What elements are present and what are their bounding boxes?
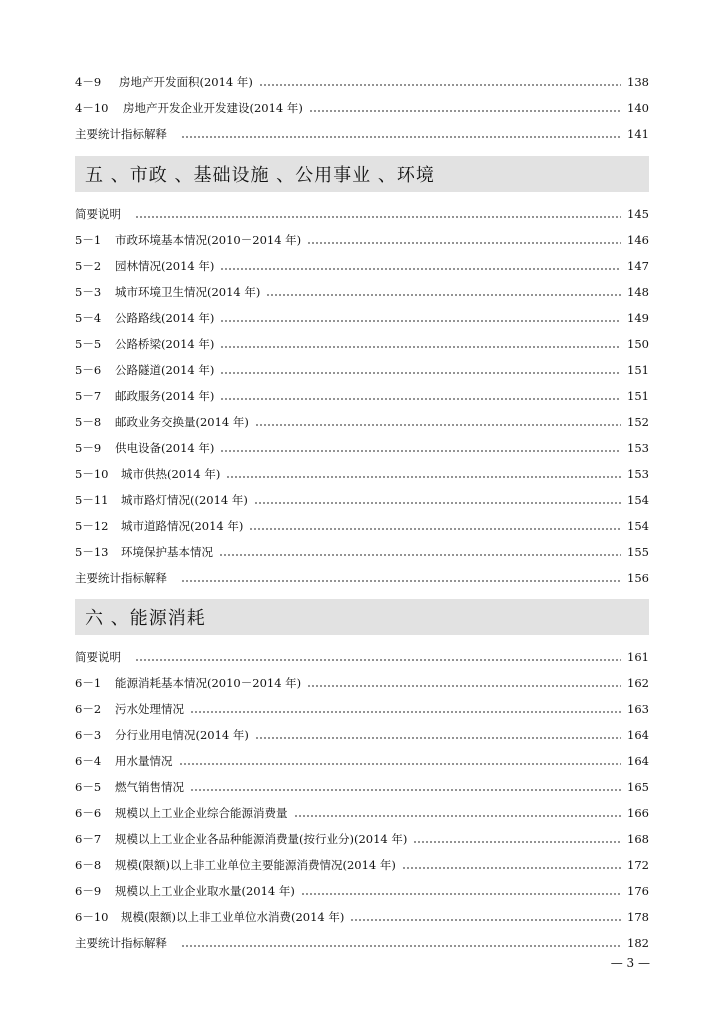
entry-title: 城市供热(2014 年) [121, 467, 221, 481]
toc-entry[interactable] [75, 360, 649, 380]
entry-title: 主要统计指标解释 [75, 936, 167, 950]
entry-title: 主要统计指标解释 [75, 127, 167, 141]
entry-title: 公路隧道(2014 年) [115, 363, 215, 377]
entry-number: 6－9 [75, 884, 102, 898]
dot-leader [220, 308, 621, 328]
toc-entry[interactable] [75, 777, 649, 797]
toc-entry[interactable] [75, 855, 649, 875]
entry-title: 城市路灯情况((2014 年) [121, 493, 248, 507]
dot-leader [181, 933, 621, 953]
entry-number: 6－6 [75, 806, 102, 820]
section-heading-6: 六 、能源消耗 [75, 599, 649, 635]
toc-entry[interactable] [75, 516, 649, 536]
entry-page: 151 [627, 389, 649, 403]
toc-entry[interactable] [75, 673, 649, 693]
entry-title: 房地产开发面积(2014 年) [119, 75, 253, 89]
entry-number: 4－10 [75, 101, 109, 115]
toc-entry[interactable] [75, 542, 649, 562]
entry-page: 153 [627, 467, 649, 481]
toc-entry[interactable] [75, 699, 649, 719]
entry-page: 138 [627, 75, 649, 89]
entry-page: 150 [627, 337, 649, 351]
toc-entry[interactable] [75, 256, 649, 276]
entry-number: 5－6 [75, 363, 102, 377]
dot-leader [249, 516, 621, 536]
entry-number: 5－13 [75, 545, 109, 559]
entry-title: 能源消耗基本情况(2010－2014 年) [115, 676, 302, 690]
entry-page: 164 [627, 728, 649, 742]
toc-entry[interactable] [75, 803, 649, 823]
entry-title: 房地产开发企业开发建设(2014 年) [123, 101, 303, 115]
entry-title: 规模以上工业企业综合能源消费量 [115, 806, 288, 820]
toc-entry[interactable] [75, 829, 649, 849]
toc-entry[interactable] [75, 907, 649, 927]
entry-page: 141 [627, 127, 649, 141]
entry-title: 城市道路情况(2014 年) [121, 519, 244, 533]
entry-page: 178 [627, 910, 649, 924]
entry-number: 6－7 [75, 832, 102, 846]
entry-page: 155 [627, 545, 649, 559]
entry-number: 6－5 [75, 780, 102, 794]
toc-entry[interactable] [75, 725, 649, 745]
toc-entry[interactable] [75, 72, 649, 92]
toc-entry[interactable] [75, 412, 649, 432]
entry-title: 邮政业务交换量(2014 年) [115, 415, 249, 429]
dot-leader [255, 412, 621, 432]
entry-page: 154 [627, 493, 649, 507]
entry-number: 4－9 [75, 75, 102, 89]
entry-page: 146 [627, 233, 649, 247]
dot-leader [309, 98, 621, 118]
dot-leader [220, 438, 621, 458]
dot-leader [220, 334, 621, 354]
entry-number: 5－7 [75, 389, 102, 403]
dot-leader [226, 464, 621, 484]
entry-number: 5－4 [75, 311, 102, 325]
toc-entry[interactable] [75, 490, 649, 510]
entry-page: 165 [627, 780, 649, 794]
entry-number: 6－8 [75, 858, 102, 872]
entry-number: 6－4 [75, 754, 102, 768]
entry-title: 公路路线(2014 年) [115, 311, 215, 325]
toc-entry[interactable] [75, 464, 649, 484]
entry-title: 市政环境基本情况(2010－2014 年) [115, 233, 302, 247]
toc-entry[interactable] [75, 204, 649, 224]
dot-leader [220, 256, 621, 276]
entry-page: 156 [627, 571, 649, 585]
entry-number: 5－8 [75, 415, 102, 429]
footer-page-number: — 3 — [610, 956, 650, 970]
entry-title: 主要统计指标解释 [75, 571, 167, 585]
entry-page: 145 [627, 207, 649, 221]
entry-title: 公路桥梁(2014 年) [115, 337, 215, 351]
entry-page: 151 [627, 363, 649, 377]
dot-leader [307, 230, 621, 250]
entry-number: 6－1 [75, 676, 102, 690]
dot-leader [220, 386, 621, 406]
dot-leader [190, 777, 621, 797]
entry-page: 153 [627, 441, 649, 455]
dot-leader [301, 881, 621, 901]
toc-entry[interactable] [75, 334, 649, 354]
entry-page: 168 [627, 832, 649, 846]
dot-leader [307, 673, 621, 693]
dot-leader [135, 647, 621, 667]
entry-title: 邮政服务(2014 年) [115, 389, 215, 403]
toc-entry[interactable] [75, 647, 649, 667]
entry-title: 规模以上工业企业取水量(2014 年) [115, 884, 295, 898]
entry-page: 148 [627, 285, 649, 299]
entry-number: 6－2 [75, 702, 102, 716]
entry-page: 152 [627, 415, 649, 429]
entry-page: 166 [627, 806, 649, 820]
toc-entry[interactable] [75, 282, 649, 302]
entry-title: 燃气销售情况 [115, 780, 184, 794]
entry-number: 5－10 [75, 467, 109, 481]
dot-leader [413, 829, 621, 849]
dot-leader [350, 907, 621, 927]
dot-leader [259, 72, 621, 92]
entry-number: 6－10 [75, 910, 109, 924]
dot-leader [255, 725, 621, 745]
entry-title: 分行业用电情况(2014 年) [115, 728, 249, 742]
toc-entry[interactable] [75, 230, 649, 250]
dot-leader [266, 282, 621, 302]
entry-title: 规模(限额)以上非工业单位水消费(2014 年) [121, 910, 345, 924]
toc-entry[interactable] [75, 124, 649, 144]
entry-page: 163 [627, 702, 649, 716]
toc-entry[interactable] [75, 386, 649, 406]
entry-number: 6－3 [75, 728, 102, 742]
entry-title: 城市环境卫生情况(2014 年) [115, 285, 261, 299]
entry-number: 5－5 [75, 337, 102, 351]
dot-leader [254, 490, 621, 510]
toc-entry[interactable] [75, 438, 649, 458]
dot-leader [219, 542, 621, 562]
entry-page: 172 [627, 858, 649, 872]
entry-number: 5－2 [75, 259, 102, 273]
entry-page: 164 [627, 754, 649, 768]
entry-page: 176 [627, 884, 649, 898]
entry-number: 5－9 [75, 441, 102, 455]
entry-title: 简要说明 [75, 650, 121, 664]
entry-title: 用水量情况 [115, 754, 173, 768]
entry-page: 161 [627, 650, 649, 664]
entry-page: 147 [627, 259, 649, 273]
entry-title: 园林情况(2014 年) [115, 259, 215, 273]
entry-number: 5－3 [75, 285, 102, 299]
toc-entry[interactable] [75, 568, 649, 588]
entry-title: 规模(限额)以上非工业单位主要能源消费情况(2014 年) [115, 858, 396, 872]
entry-number: 5－1 [75, 233, 102, 247]
entry-title: 污水处理情况 [115, 702, 184, 716]
dot-leader [181, 124, 621, 144]
entry-page: 182 [627, 936, 649, 950]
dot-leader [181, 568, 621, 588]
entry-title: 简要说明 [75, 207, 121, 221]
entry-title: 供电设备(2014 年) [115, 441, 215, 455]
entry-number: 5－11 [75, 493, 109, 507]
entry-title: 规模以上工业企业各品种能源消费量(按行业分)(2014 年) [115, 832, 408, 846]
dot-leader [402, 855, 621, 875]
dot-leader [220, 360, 621, 380]
dot-leader [179, 751, 622, 771]
entry-page: 140 [627, 101, 649, 115]
dot-leader [135, 204, 621, 224]
entry-title: 环境保护基本情况 [121, 545, 213, 559]
toc-entry[interactable] [75, 98, 649, 118]
entry-page: 154 [627, 519, 649, 533]
entry-page: 149 [627, 311, 649, 325]
toc-entry[interactable] [75, 308, 649, 328]
dot-leader [294, 803, 622, 823]
section-heading-5: 五 、市政 、基础设施 、公用事业 、环境 [75, 156, 649, 192]
dot-leader [190, 699, 621, 719]
toc-entry[interactable] [75, 881, 649, 901]
entry-page: 162 [627, 676, 649, 690]
entry-number: 5－12 [75, 519, 109, 533]
toc-entry[interactable] [75, 933, 649, 953]
toc-entry[interactable] [75, 751, 649, 771]
